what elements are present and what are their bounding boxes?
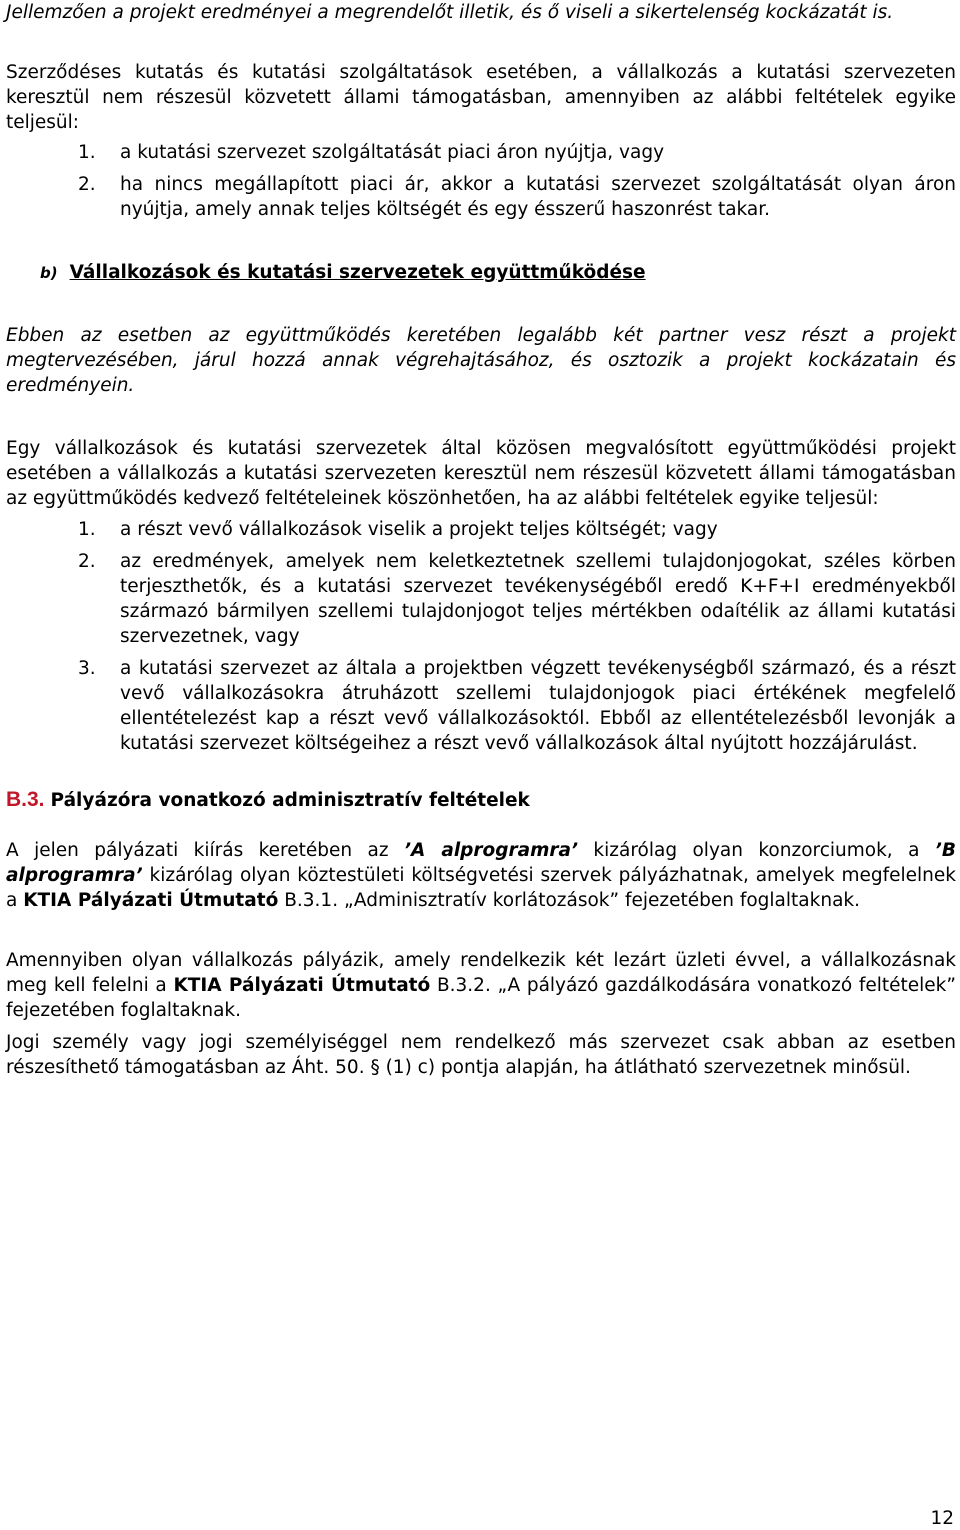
program-a-label: ’A alprogramra’ [404, 840, 579, 861]
text-run: Amennyiben olyan vállalkozás pályázik, amely rendelkezik két lezárt üzleti évvel, a vállalkozásnak meg kell felelni a [6, 950, 956, 996]
text-run: B.3.2. „A pályázó gazdálkodására vonatkozó feltételek” fejezetében foglaltaknak. [6, 975, 956, 1021]
section-code: B.3. [6, 788, 45, 811]
list-item-number: 2. [78, 174, 96, 195]
list-item [6, 172, 956, 222]
list-item-number: 2. [78, 551, 96, 572]
paragraph-contract-research: Szerződéses kutatás és kutatási szolgáltatások esetében, a vállalkozás a kutatási szervezeten keresztül nem részesül közvetett állami támogatásban, amennyiben az alábbi feltételek egyike teljesül: [6, 62, 956, 133]
paragraph-legal-entity: Jogi személy vagy jogi személyiséggel nem rendelkező más szervezet csak abban az esetben részesíthető támogatásban az Áht. 50. § (1) c) pontja alapján, ha átlátható szervezetnek minősül. [6, 1032, 956, 1078]
section-b-heading [6, 260, 956, 286]
paragraph-business-years [6, 948, 956, 1023]
document-page [6, 0, 956, 1080]
list-item [6, 549, 956, 649]
list-cooperation-conditions [6, 517, 956, 756]
guide-reference: KTIA Pályázati Útmutató [173, 975, 431, 996]
list-item-text: ha nincs megállapított piaci ár, akkor a kutatási szervezet szolgáltatását olyan áron nyújtja, amely annak teljes költségét és egy ésszerű haszonrést takar. [120, 174, 956, 220]
paragraph-cooperation: Ebben az esetben az együttműködés keretében legalább két partner vesz részt a projekt megtervezésében, járul hozzá annak végrehajtásához, és osztozik a projekt kockázatain és eredményein. [6, 325, 956, 396]
section-title: Vállalkozások és kutatási szervezetek együttműködése [69, 262, 646, 283]
list-item-number: 1. [78, 519, 96, 540]
paragraph-eligible-applicants [6, 838, 956, 913]
list-item-text: az eredmények, amelyek nem keletkeztetnek szellemi tulajdonjogokat, széles körben terjeszthetők, és a kutatási szervezet tevékenységéből eredő K+F+I eredményekből származó bármilyen szellemi tulajdonjogot teljes mértékben odaítélik az állami kutatási szervezetnek, vagy [120, 551, 956, 647]
text-run: kizárólag olyan konzorciumok, a [578, 840, 935, 861]
program-b-label: ’B alprogramra’ [6, 840, 956, 886]
page-number: 12 [930, 1508, 954, 1529]
text-run: kizárólag olyan köztestületi költségvetési szervek pályázhatnak, amelyek megfelelnek a [6, 865, 956, 911]
list-item [6, 140, 956, 165]
section-title: Pályázóra vonatkozó adminisztratív feltételek [50, 790, 530, 811]
list-item-text: a részt vevő vállalkozások viselik a projekt teljes költségét; vagy [120, 519, 718, 540]
list-item-text: a kutatási szervezet az általa a projektben végzett tevékenységből származó, és a részt vevő vállalkozásokra átruházott szellemi tulajdonjogok piaci értékének megfelelő ellentételezést kap a részt vevő vállalkozásoktól. Ebből az ellentételezésből levonják a kutatási szervezet költségeihez a részt vevő vállalkozások által nyújtott hozzájárulást. [120, 658, 956, 754]
list-item-number: 3. [78, 658, 96, 679]
list-item-number: 1. [78, 142, 96, 163]
paragraph-project-results: Jellemzően a projekt eredményei a megrendelőt illetik, és ő viseli a sikertelenség kockázatát is. [6, 2, 894, 23]
guide-reference: KTIA Pályázati Útmutató [23, 890, 279, 911]
text-run: B.3.1. „Adminisztratív korlátozások” fejezetében foglaltaknak. [278, 890, 860, 911]
section-b3-heading [6, 786, 956, 815]
text-run: A jelen pályázati kiírás keretében az [6, 840, 405, 861]
section-letter: b) [40, 264, 58, 282]
paragraph-joint-project: Egy vállalkozások és kutatási szervezetek által közösen megvalósított együttműködési projekt esetében a vállalkozás a kutatási szervezeten keresztül nem részesül közvetett állami támogatásban az együttműködés kedvező feltételeinek köszönhetően, ha az alábbi feltételek egyike teljesül: [6, 438, 956, 509]
list-item [6, 517, 956, 542]
list-item [6, 656, 956, 756]
list-item-text: a kutatási szervezet szolgáltatását piaci áron nyújtja, vagy [120, 142, 665, 163]
list-contract-conditions [6, 140, 956, 222]
